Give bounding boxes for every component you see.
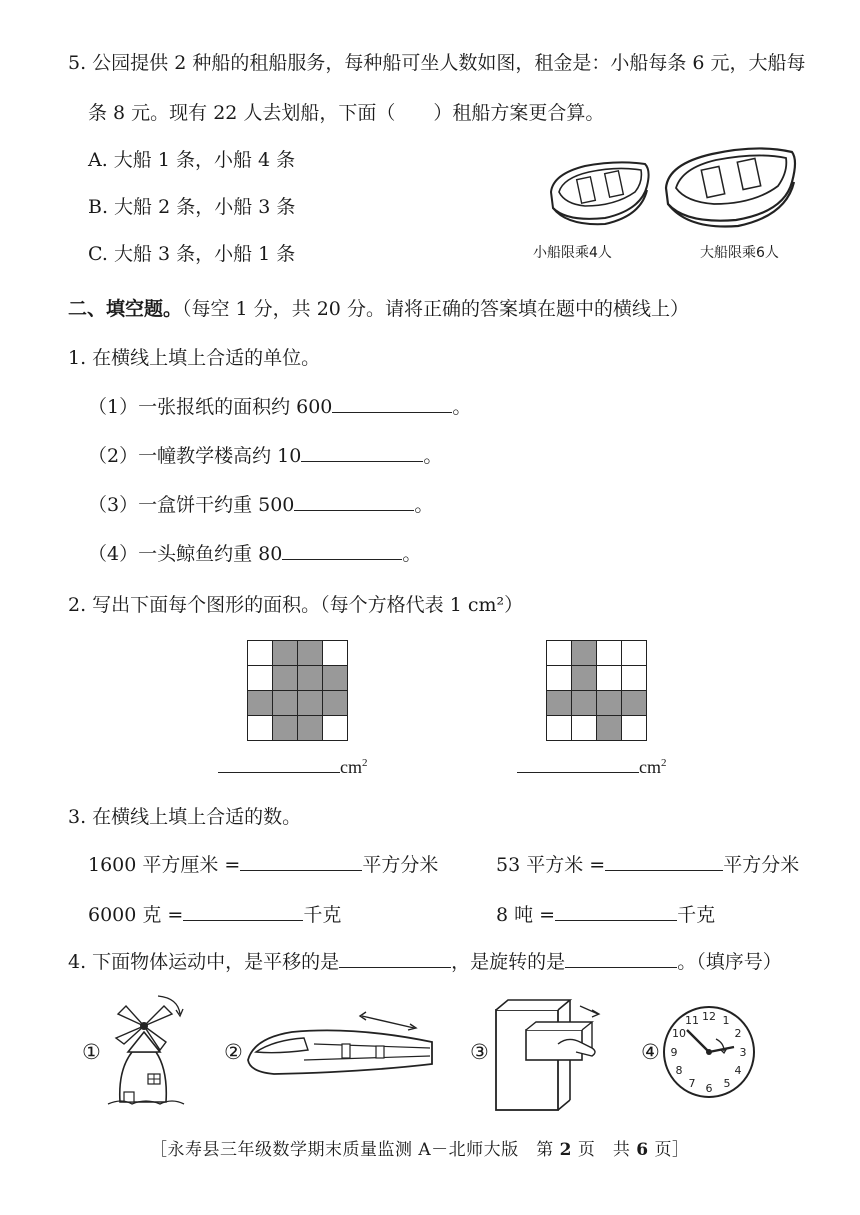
q2-title: 2. 写出下面每个图形的面积。（每个方格代表 1 cm²） <box>68 594 524 616</box>
svg-text:8: 8 <box>675 1064 683 1077</box>
q2-unit-sup-2: 2 <box>661 757 667 769</box>
footer-mid: 页 共 <box>571 1140 637 1160</box>
q4-translation-blank[interactable] <box>339 949 451 968</box>
q1-item-1-text: （1）一张报纸的面积约 600 <box>88 396 333 418</box>
shaded-square <box>597 691 622 716</box>
q1-item-4-end: 。 <box>402 543 422 565</box>
q4-marker-2: ② <box>224 1040 243 1064</box>
area-figure-2 <box>546 640 647 741</box>
q3-item-2-right: 平方分米 <box>723 854 800 876</box>
q3-item-2-left: 53 平方米 = <box>496 854 606 876</box>
q1-item-2 <box>88 441 442 468</box>
q3-item-2-blank[interactable] <box>605 852 723 871</box>
svg-text:10: 10 <box>672 1027 686 1040</box>
big-boat-caption: 大船限乘6人 <box>700 245 779 261</box>
shaded-square <box>572 641 597 666</box>
shaded-square <box>298 691 323 716</box>
q3-item-4-left: 8 吨 = <box>496 904 556 926</box>
q5-option-a[interactable]: A. 大船 1 条，小船 4 条 <box>88 149 296 171</box>
q4-rotation-blank[interactable] <box>565 949 677 968</box>
footer-total-pages: 6 <box>636 1140 649 1160</box>
empty-square <box>323 641 348 666</box>
q2-unit-1: cm <box>340 757 362 777</box>
q3-title: 3. 在横线上填上合适的数。 <box>68 806 302 828</box>
svg-text:9: 9 <box>670 1046 678 1059</box>
empty-square <box>622 716 647 741</box>
q4-marker-4: ④ <box>641 1040 660 1064</box>
shaded-square <box>248 691 273 716</box>
q4-part1: 4. 下面物体运动中，是平移的是 <box>68 951 340 973</box>
empty-square <box>597 641 622 666</box>
big-boat-icon <box>662 138 798 234</box>
shaded-square <box>273 666 298 691</box>
train-icon <box>244 1008 436 1084</box>
q1-item-4-text: （4）一头鲸鱼约重 80 <box>88 543 283 565</box>
q3-item-4-right: 千克 <box>677 904 716 926</box>
shaded-square <box>298 716 323 741</box>
q4-part3: 。（填序号） <box>677 951 782 973</box>
svg-text:7: 7 <box>688 1077 696 1090</box>
small-boat-caption: 小船限乘4人 <box>533 245 612 261</box>
q3-item-1-right: 平方分米 <box>362 854 439 876</box>
empty-square <box>547 666 572 691</box>
q1-item-3-end: 。 <box>414 494 434 516</box>
q1-item-1 <box>88 392 471 419</box>
svg-text:5: 5 <box>723 1077 731 1090</box>
q3-item-3 <box>88 900 341 927</box>
q3-item-1-blank[interactable] <box>240 852 362 871</box>
shaded-square <box>273 691 298 716</box>
shaded-square <box>323 691 348 716</box>
q2-unit-sup-1: 2 <box>362 757 368 769</box>
q2-unit-2: cm <box>639 757 661 777</box>
shaded-square <box>572 691 597 716</box>
q2-answer-2 <box>517 754 667 778</box>
q1-item-3-text: （3）一盒饼干约重 500 <box>88 494 295 516</box>
shaded-square <box>572 666 597 691</box>
shaded-square <box>622 691 647 716</box>
q3-item-3-left: 6000 克 = <box>88 904 184 926</box>
empty-square <box>597 666 622 691</box>
q1-item-2-end: 。 <box>423 445 443 467</box>
shaded-square <box>273 641 298 666</box>
page-footer <box>150 1135 690 1160</box>
svg-text:6: 6 <box>705 1082 713 1095</box>
shaded-square <box>547 691 572 716</box>
q4-marker-3: ③ <box>470 1040 489 1064</box>
q1-item-4-blank[interactable] <box>282 541 402 560</box>
q3-item-1-left: 1600 平方厘米 = <box>88 854 241 876</box>
svg-text:11: 11 <box>685 1014 699 1027</box>
q2-answer-2-unit <box>639 757 667 777</box>
q1-item-4 <box>88 539 421 566</box>
svg-text:12: 12 <box>702 1010 716 1023</box>
q2-answer-1 <box>218 754 368 778</box>
q5-line2: 条 8 元。现有 22 人去划船，下面（ ）租船方案更合算。 <box>88 102 605 124</box>
shaded-square <box>298 641 323 666</box>
svg-text:3: 3 <box>739 1046 747 1059</box>
drawer-cabinet-icon <box>488 996 606 1116</box>
q2-answer-2-blank[interactable] <box>517 754 639 773</box>
shaded-square <box>597 716 622 741</box>
footer-suffix: 页］ <box>648 1140 690 1160</box>
empty-square <box>323 716 348 741</box>
q5-line1: 5. 公园提供 2 种船的租船服务，每种船可坐人数如图，租金是：小船每条 6 元，大船每 <box>68 52 806 74</box>
q1-item-3 <box>88 490 433 517</box>
q1-item-2-text: （2）一幢教学楼高约 10 <box>88 445 302 467</box>
q5-option-c[interactable]: C. 大船 3 条，小船 1 条 <box>88 243 296 265</box>
empty-square <box>248 716 273 741</box>
q4-marker-1: ① <box>82 1040 101 1064</box>
q3-item-3-blank[interactable] <box>183 902 303 921</box>
q3-item-4-blank[interactable] <box>555 902 677 921</box>
section2-title: 二、填空题。 <box>68 298 183 320</box>
empty-square <box>248 641 273 666</box>
small-boat-icon <box>545 152 655 232</box>
empty-square <box>572 716 597 741</box>
empty-square <box>547 641 572 666</box>
q3-item-3-right: 千克 <box>303 904 342 926</box>
q4-line <box>68 947 782 974</box>
q1-item-3-blank[interactable] <box>294 492 414 511</box>
area-figure-1 <box>247 640 348 741</box>
section2-heading <box>68 294 689 321</box>
shaded-square <box>298 666 323 691</box>
empty-square <box>622 641 647 666</box>
svg-text:1: 1 <box>722 1014 730 1027</box>
empty-square <box>248 666 273 691</box>
q4-part2: ，是旋转的是 <box>451 951 566 973</box>
svg-text:2: 2 <box>734 1027 742 1040</box>
q2-answer-1-blank[interactable] <box>218 754 340 773</box>
q1-item-2-blank[interactable] <box>301 443 423 462</box>
q2-answer-1-unit <box>340 757 368 777</box>
empty-square <box>547 716 572 741</box>
empty-square <box>622 666 647 691</box>
windmill-icon <box>102 992 188 1110</box>
svg-text:4: 4 <box>734 1064 742 1077</box>
q1-title: 1. 在横线上填上合适的单位。 <box>68 347 321 369</box>
q3-item-2 <box>496 850 799 877</box>
shaded-square <box>323 666 348 691</box>
q5-option-b[interactable]: B. 大船 2 条，小船 3 条 <box>88 196 296 218</box>
q1-item-1-end: 。 <box>452 396 472 418</box>
q3-item-4 <box>496 900 715 927</box>
shaded-square <box>273 716 298 741</box>
clock-icon <box>660 1003 758 1101</box>
q1-item-1-blank[interactable] <box>332 394 452 413</box>
footer-page-number: 2 <box>559 1140 572 1160</box>
footer-prefix: ［永寿县三年级数学期末质量监测 A－北师大版 第 <box>150 1140 560 1160</box>
q3-item-1 <box>88 850 438 877</box>
section2-note: （每空 1 分，共 20 分。请将正确的答案填在题中的横线上） <box>182 298 689 320</box>
